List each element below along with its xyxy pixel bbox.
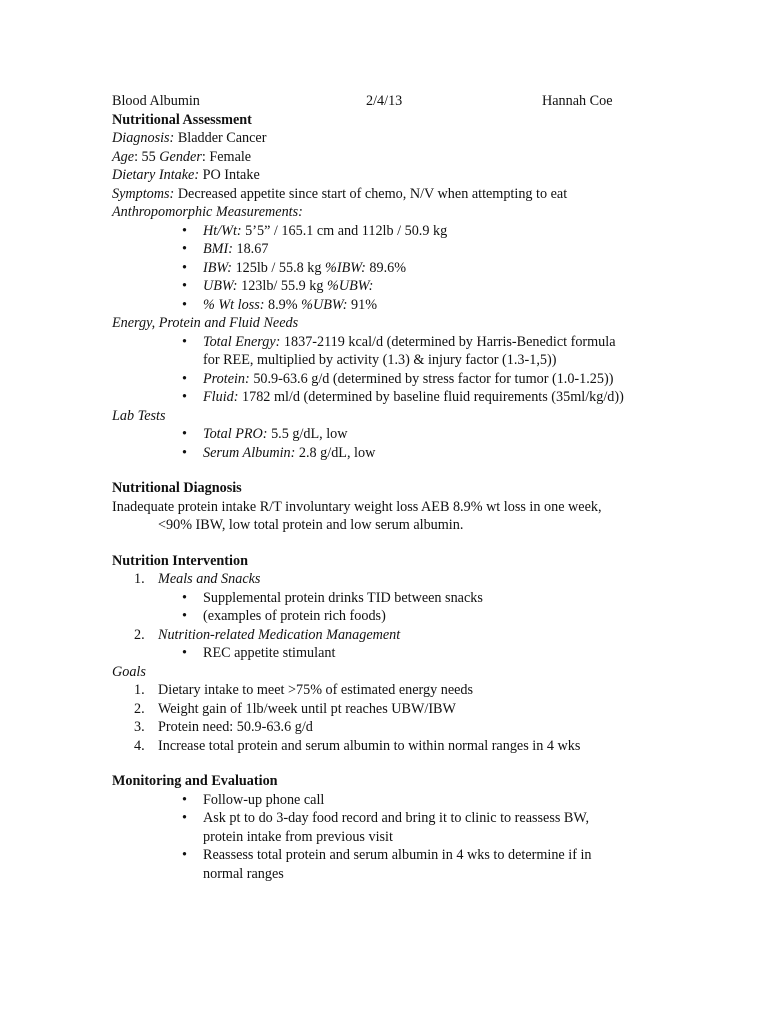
anthro-label: Anthropomorphic Measurements: xyxy=(112,204,303,220)
age-gender-line xyxy=(112,148,672,167)
needs-item-value: 50.9-63.6 g/d (determined by stress factor for tumor (1.0-1.25)) xyxy=(249,370,614,387)
goal-text: Weight gain of 1lb/week until pt reaches UBW/IBW xyxy=(158,700,456,717)
lab-item-value: 5.5 g/dL, low xyxy=(267,426,348,442)
document-title: Blood Albumin xyxy=(112,93,200,109)
list-item xyxy=(112,444,672,463)
list-number: 4. xyxy=(134,737,145,754)
goal-text: Dietary intake to meet >75% of estimated energy needs xyxy=(158,682,474,698)
needs-item-continuation: for REE, multiplied by activity (1.3) & injury factor (1.3-1,5)) xyxy=(203,352,557,368)
anthro-item-value: 5’5” / 165.1 cm and 112lb / 50.9 kg xyxy=(241,222,448,239)
list-item xyxy=(112,626,672,645)
document-date: 2/4/13 xyxy=(366,93,403,109)
list-item xyxy=(112,570,672,589)
anthro-item-value: 8.9% xyxy=(264,296,302,313)
list-number: 1. xyxy=(134,571,145,587)
intervention-heading: Nutrition Intervention xyxy=(112,552,248,569)
goals-label: Goals xyxy=(112,663,146,680)
anthro-item-value-2: 89.6% xyxy=(365,259,407,276)
list-item xyxy=(112,388,672,407)
section-spacer xyxy=(112,755,672,772)
labs-label: Lab Tests xyxy=(112,407,166,424)
list-item xyxy=(112,809,672,846)
needs-list xyxy=(112,333,672,407)
age-value: : 55 xyxy=(134,148,160,165)
list-item: • Follow-up phone call xyxy=(112,791,672,810)
document-author: Hannah Coe xyxy=(542,93,613,109)
section-spacer xyxy=(112,462,672,479)
anthro-item-value: 123lb/ 55.9 kg xyxy=(237,278,328,294)
intervention-item-label: Nutrition-related Medication Management xyxy=(158,626,401,643)
list-item xyxy=(112,681,672,700)
list-item: • REC appetite stimulant xyxy=(112,644,672,663)
anthro-item-value: 18.67 xyxy=(232,241,269,257)
needs-item-label: Protein: xyxy=(203,370,250,387)
list-number: 2. xyxy=(134,626,145,643)
diagnosis-statement-line-2: <90% IBW, low total protein and low serum albumin. xyxy=(158,517,464,533)
diagnosis-line xyxy=(112,129,672,148)
list-number: 1. xyxy=(134,682,145,698)
monitoring-item-line-2: protein intake from previous visit xyxy=(203,828,393,845)
nutritional-diagnosis-heading: Nutritional Diagnosis xyxy=(112,480,242,496)
intake-value: PO Intake xyxy=(199,167,260,183)
intervention-item-label: Meals and Snacks xyxy=(158,571,261,587)
diagnosis-value: Bladder Cancer xyxy=(174,130,267,146)
list-item xyxy=(112,259,672,278)
list-number: 2. xyxy=(134,700,145,717)
section-spacer xyxy=(112,535,672,552)
assessment-heading: Nutritional Assessment xyxy=(112,111,252,128)
needs-item-value: 1782 ml/d (determined by baseline fluid requirements (35ml/kg/d)) xyxy=(238,389,624,405)
document-header xyxy=(112,92,672,111)
anthro-item-label: Ht/Wt: xyxy=(203,222,242,239)
needs-item-label: Fluid: xyxy=(203,389,239,405)
meals-bullets xyxy=(112,589,672,626)
symptoms-label: Symptoms: xyxy=(112,185,175,202)
anthro-item-label: BMI: xyxy=(203,241,233,257)
goals-list xyxy=(112,681,672,755)
gender-label: Gender xyxy=(159,148,202,165)
list-item xyxy=(112,240,672,259)
needs-item-value: 1837-2119 kcal/d (determined by Harris-Benedict formula xyxy=(280,333,616,350)
lab-item-label: Serum Albumin: xyxy=(203,444,296,461)
list-item xyxy=(112,737,672,756)
intervention-list-2 xyxy=(112,626,672,645)
goal-text: Protein need: 50.9-63.6 g/d xyxy=(158,719,313,735)
goal-text: Increase total protein and serum albumin to within normal ranges in 4 wks xyxy=(158,737,581,754)
anthro-item-label: % Wt loss: xyxy=(203,296,265,313)
anthro-item-label-2: %UBW: xyxy=(327,278,374,294)
list-item xyxy=(112,370,672,389)
lab-item-value: 2.8 g/dL, low xyxy=(295,444,376,461)
document-body xyxy=(112,92,672,883)
lab-item-label: Total PRO: xyxy=(203,426,268,442)
anthro-item-value-2: 91% xyxy=(347,296,378,313)
list-item: • Supplemental protein drinks TID between snacks xyxy=(112,589,672,608)
list-item xyxy=(112,700,672,719)
list-item xyxy=(112,296,672,315)
list-item: • (examples of protein rich foods) xyxy=(112,607,672,626)
list-item xyxy=(112,846,672,883)
anthro-item-label: UBW: xyxy=(203,278,238,294)
list-item xyxy=(112,277,672,296)
gender-value: : Female xyxy=(201,148,252,165)
anthro-item-label-2: %UBW: xyxy=(301,296,348,313)
intake-label: Dietary Intake: xyxy=(112,167,200,183)
needs-label: Energy, Protein and Fluid Needs xyxy=(112,315,299,331)
list-item xyxy=(112,718,672,737)
anthro-list xyxy=(112,222,672,315)
labs-list xyxy=(112,425,672,462)
symptoms-line xyxy=(112,185,672,204)
medication-bullets xyxy=(112,644,672,663)
monitoring-heading: Monitoring and Evaluation xyxy=(112,773,278,789)
anthro-item-value: 125lb / 55.8 kg xyxy=(232,259,326,276)
monitoring-item-line-2: normal ranges xyxy=(203,865,284,882)
intervention-list xyxy=(112,570,672,589)
monitoring-list xyxy=(112,791,672,884)
diagnosis-label: Diagnosis: xyxy=(112,130,175,146)
monitoring-item-line-1: • Reassess total protein and serum albumin in 4 wks to determine if in xyxy=(203,847,592,863)
list-number: 3. xyxy=(134,719,145,735)
list-item xyxy=(112,425,672,444)
age-label: Age xyxy=(112,148,135,165)
list-item xyxy=(112,222,672,241)
anthro-item-label-2: %IBW: xyxy=(325,259,366,276)
intake-line xyxy=(112,166,672,185)
diagnosis-statement-line-1: Inadequate protein intake R/T involuntary weight loss AEB 8.9% wt loss in one week, xyxy=(112,498,602,515)
symptoms-value: Decreased appetite since start of chemo, N/V when attempting to eat xyxy=(174,185,568,202)
anthro-item-label: IBW: xyxy=(203,259,233,276)
list-item xyxy=(112,333,672,370)
monitoring-item-line-1: • Ask pt to do 3-day food record and bring it to clinic to reassess BW, xyxy=(203,810,590,826)
needs-item-label: Total Energy: xyxy=(203,333,281,350)
